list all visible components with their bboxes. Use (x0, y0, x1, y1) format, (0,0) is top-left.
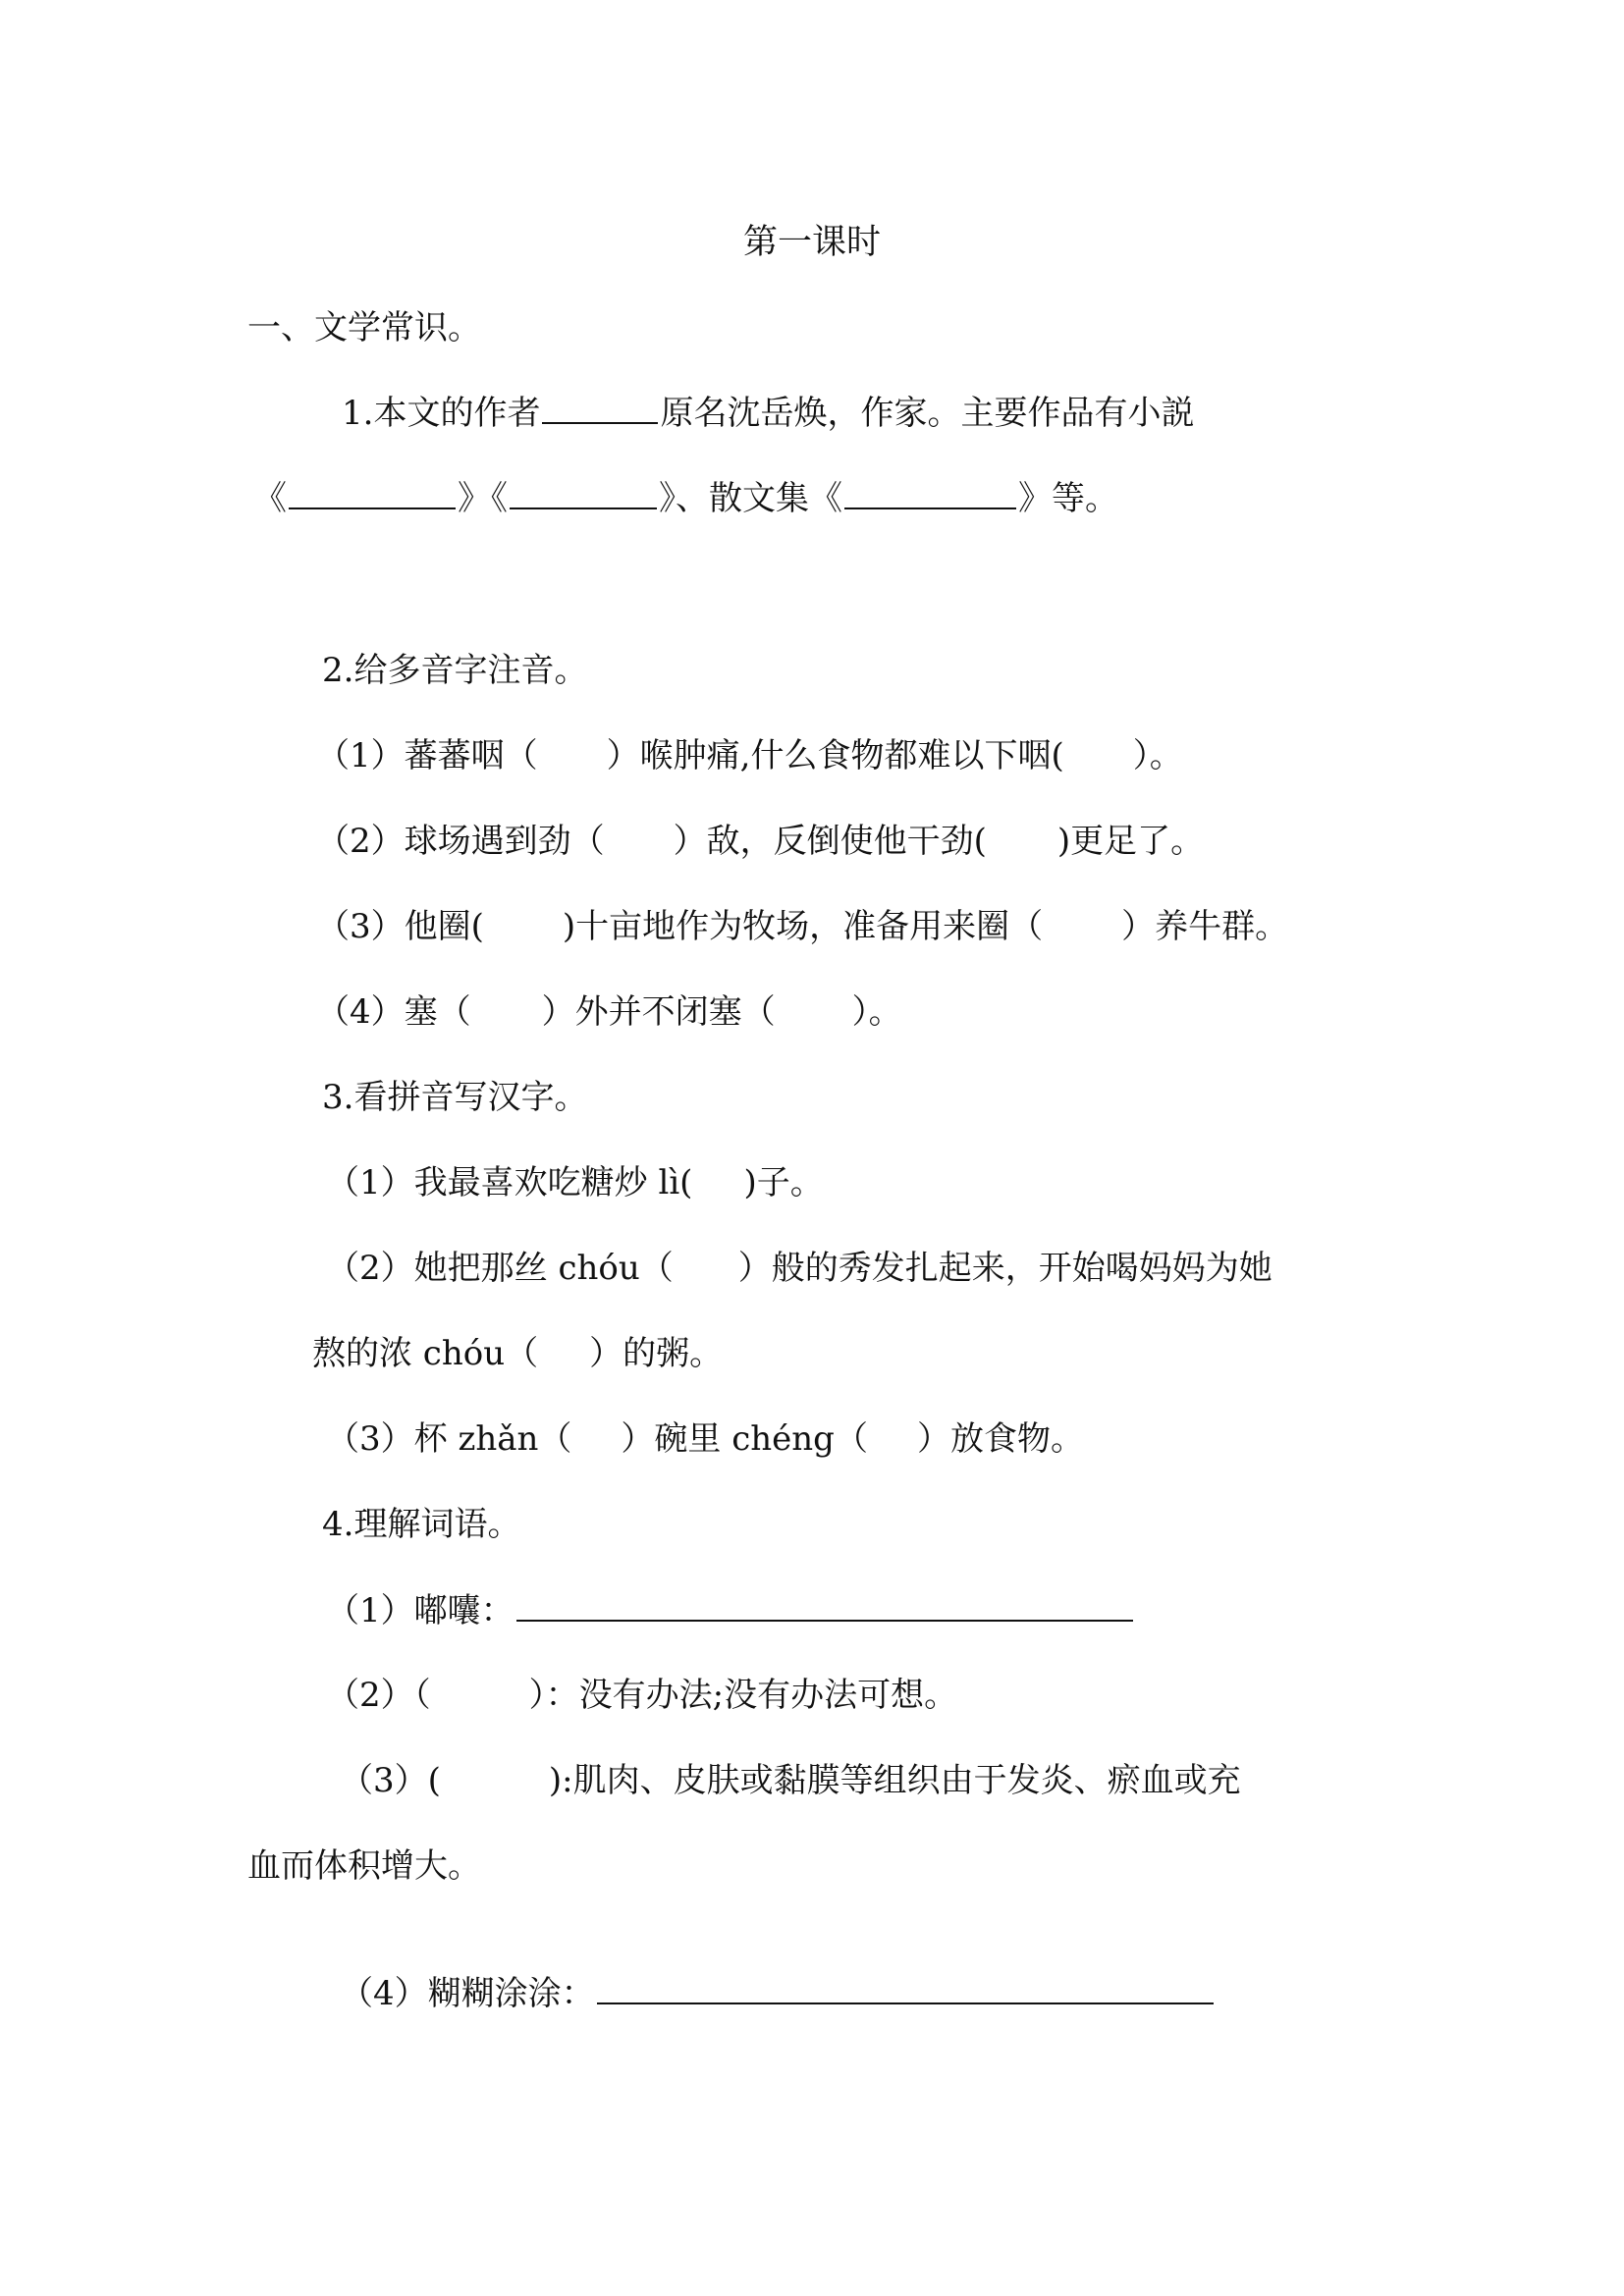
bracket-text-3: 》等。 (1018, 479, 1118, 518)
question-3-item-3: （3）杯 zhǎn（ ）碗里 chéng（ ）放食物。 (326, 1419, 1084, 1459)
bracket-text-1: 》《 (458, 479, 508, 518)
question-1-line-2 (253, 476, 1118, 519)
definition-blank-4[interactable] (597, 1971, 1214, 2004)
question-2-item-2: （2）球场遇到劲（ ）敌，反倒使他干劲( )更足了。 (316, 822, 1205, 861)
question-4-item-3-line-1: （3）( ):肌肉、皮肤或黏膜等组织由于发炎、瘀血或充 (340, 1761, 1241, 1800)
novel-title-blank-1[interactable] (289, 476, 456, 509)
question-3-item-2-line-1: （2）她把那丝 chóu（ ）般的秀发扎起来，开始喝妈妈为她 (326, 1249, 1272, 1288)
question-3-heading: 3.看拼音写汉字。 (322, 1078, 588, 1117)
section-heading: 一、文学常识。 (247, 308, 481, 347)
q1-text-a: 1.本文的作者 (342, 394, 541, 433)
definition-blank-1[interactable] (516, 1588, 1133, 1622)
question-4-item-1: （1）嘟囔： (326, 1588, 1135, 1631)
novel-title-blank-2[interactable] (510, 476, 657, 509)
question-2-heading: 2.给多音字注音。 (322, 651, 588, 690)
prose-title-blank[interactable] (844, 476, 1016, 509)
q1-text-b: 原名沈岳焕，作家。主要作品有小説 (660, 394, 1195, 433)
question-3-item-2-line-2: 熬的浓 chóu（ ）的粥。 (312, 1334, 724, 1373)
question-2-item-1: （1）蕃蕃咽（ ）喉肿痛,什么食物都难以下咽( ）。 (316, 736, 1183, 775)
question-3-item-1: （1）我最喜欢吃糖炒 lì( )子。 (326, 1163, 824, 1202)
question-1-line-1 (342, 391, 1194, 434)
bracket-text-2: 》、散文集《 (659, 479, 842, 518)
question-4-heading: 4.理解词语。 (322, 1505, 521, 1544)
question-4-item-2: （2）（ ）：没有办法;没有办法可想。 (326, 1676, 958, 1715)
author-blank[interactable] (542, 391, 658, 424)
question-2-item-3: （3）他圈( )十亩地作为牧场，准备用来圈（ ）养牛群。 (316, 907, 1289, 946)
question-2-item-4: （4）塞（ ）外并不闭塞（ ）。 (316, 992, 902, 1032)
bracket-open: 《 (253, 479, 287, 518)
question-4-item-4: （4）糊糊涂涂： (340, 1971, 1216, 2014)
page-title: 第一课时 (742, 223, 881, 262)
question-4-item-3-line-2: 血而体积增大。 (247, 1846, 481, 1886)
